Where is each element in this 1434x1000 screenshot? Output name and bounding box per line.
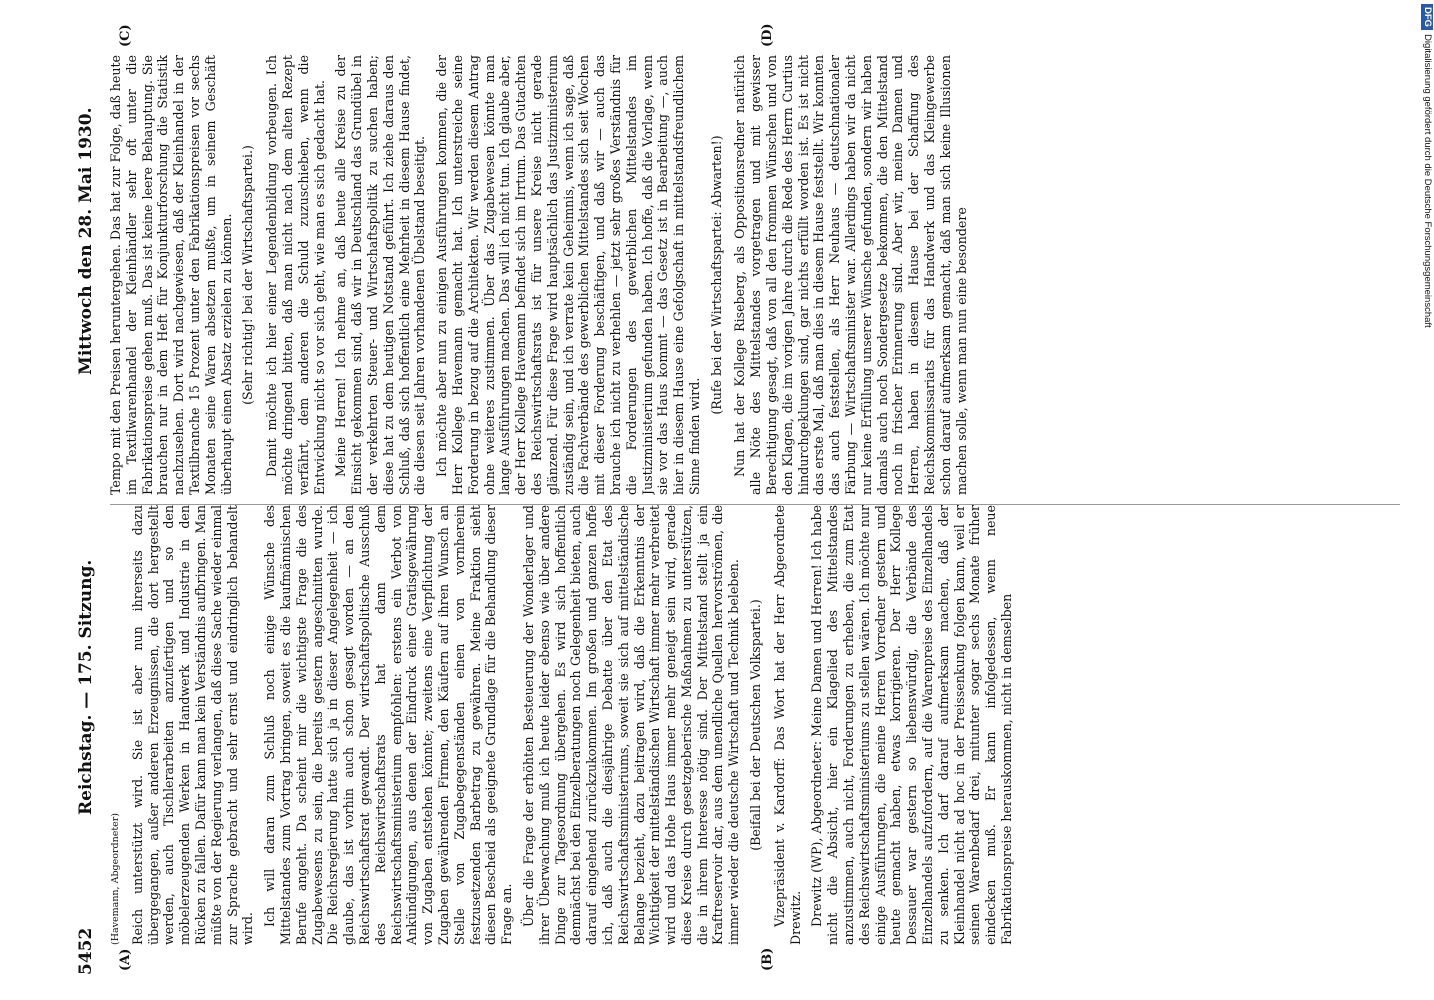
credit-text: Digitalisierung gefördert durch die Deutsche Forschungsgemeinschaft bbox=[1422, 34, 1433, 328]
paragraph: Drewitz (WP), Abgeordneter: Meine Damen und Herren! Ich habe nicht die Absicht, hier ein Klagelied des Mittelstandes anzustimmen, auch nicht, Forderungen zu erheben, die zum Etat des Reichswirtschaftsministeriums zu stellen wären. Ich möchte nur einige Ausführungen, die meine Herren Vorredner gestern und heute gemacht haben, etwas korrigieren. Der Herr Kollege Dessauer war gestern so liebenswürdig, die Verbände des Einzelhandels aufzufordern, auf die Warenpreise des Einzelhandels zu senken. Ich darf darauf aufmerksam machen, daß der Kleinhandel nicht ad hoc in der Preissenkung folgen kann, weil er seinen Warenbedarf drei, mitunter sogar sechs Monate früher eindecken muß. Er kann infolgedessen, wenn neue Fabrikationspreise herauskommen, nicht in demselben bbox=[809, 505, 1015, 945]
session-date: Mittwoch den 28. Mai 1930. bbox=[76, 107, 96, 375]
paragraph: Nun hat der Kollege Riseberg, als Oppositionsredner natürlich alle Nöte des Mittelstandes vorgetragen und mit gewisser Berechtigung gesagt, daß von all den frommen Wünschen und von den Klagen, die im vorigen Jahre durch die Rede des Herrn Curtius hindurchgeklungen sind, gar nichts erfüllt worden ist. Es ist nicht das erste Mal, daß man dies in diesem Hause feststellt. Wir konnten das auch feststellen, als Herr Neuhaus — deutschnationaler Färbung — Wirtschaftsminister war. Allerdings haben wir da nicht nur keine Erfüllung unserer Wünsche gefunden, sondern wir haben damals auch noch Sondergesetze bekommen, die den Mittelstand noch in frischer Erinnerung sind. Aber wir, meine Damen und Herren, haben in diesem Hause bei der Schaffung des Reichskommissariats für das Handwerk und das Kleingewerbe schon darauf aufmerksam gemacht, daß man sich keine Illusionen machen solle, wenn man nun eine besondere bbox=[732, 55, 969, 495]
margin-marker-b: (B) bbox=[760, 947, 775, 971]
paragraph: Damit möchte ich hier einer Legendenbildung vorbeugen. Ich möchte dringend bitten, daß man nicht nach dem alten Rezept verfährt, dem anderen die Schuld zuzuschieben, wenn die Entwicklung nicht so vor sich geht, wie man es sich gedacht hat. bbox=[264, 55, 327, 495]
paragraph: Reich unterstützt wird. Sie ist aber nun ihrerseits dazu übergegangen, außer anderen Erzeugnissen, die dort hergestellt werden, auch Tischlerarbeiten anzufertigen und so den möbelerzeugenden Werken in Handwerk und Industrie in den Rücken zu fallen. Dafür kann man kein Verständnis aufbringen. Man müßte von der Regierung verlangen, daß diese Sache wieder einmal zur Sprache gebracht und sehr ernst und eindringlich behandelt wird. bbox=[129, 505, 256, 945]
paragraph: Meine Herren! Ich nehme an, daß heute alle Kreise zu der Einsicht gekommen sind, daß wir in Deutschland das Grundübel in der verkehrten Steuer- und Wirtschaftspolitik zu suchen haben; diese hat zu dem heutigen Notstand geführt. Ich ziehe daraus den Schluß, daß sich hoffentlich eine Mehrheit in diesem Hause findet, die diesen seit Jahren vorhandenen Übelstand beseitigt. bbox=[333, 55, 428, 495]
dfg-logo: DFG bbox=[1421, 4, 1433, 30]
rotated-page bbox=[70, 25, 1430, 975]
page-number: 5452 bbox=[76, 927, 96, 975]
margin-marker-d: (D) bbox=[760, 23, 775, 47]
margin-marker-a: (A) bbox=[118, 948, 133, 971]
speaker-tag: (Havemann, Abgeordneter) bbox=[110, 812, 121, 945]
interjection: (Sehr richtig! bei der Wirtschaftspartei.) bbox=[240, 145, 256, 405]
applause-note: (Beifall bei der Deutschen Volkspartei.) bbox=[748, 599, 764, 851]
paragraph: Über die Frage der erhöhten Besteuerung der Wonderlager und ihrer Überwachung muß ich heute leider ebenso wie über andere Dinge zur Tagesordnung übergehen. Es wird sich hoffentlich demnächst bei den Einzelberatungen noch Gelegenheit bieten, auch darauf eingehend zurückzukommen. Im großen und ganzen hoffe ich, daß auch die diesjährige Debatte über den Etat des Reichswirtschaftsministeriums, soweit sie sich auf mittelständische Belange bezieht, dazu beitragen wird, daß die Erkenntnis der Wichtigkeit der mittelständischen Wirtschaft immer mehr verbreitet wird und das Hohe Haus immer mehr geneigt sein wird, gerade diese Kreise durch gesetzgeberische Maßnahmen zu unterstützen, die in ihrem Interesse nötig sind. Der Mittelstand stellt ja ein Kraftreservoir dar, aus dem unendliche Quellen hervorströmen, die immer wieder die deutsche Wirtschaft und Technik beleben. bbox=[520, 505, 742, 945]
paragraph: Ich will daran zum Schluß noch einige Wünsche des Mittelstandes zum Vortrag bringen, soweit es die kaufmännischen Berufe angeht. Da scheint mir die wichtigste Frage die des Zugabewesens zu sein, die bereits gestern angeschnitten wurde. Die Reichsregierung hatte sich ja in dieser Angelegenheit — ich glaube, das ist vorhin auch schon gesagt worden — an den Reichswirtschaftsrat gewandt. Der wirtschaftspolitische Ausschuß des Reichswirtschaftsrats hat dann dem Reichswirtschaftsministerium empfohlen: erstens ein Verbot von Ankündigungen, aus denen der Eindruck einer Gratisgewährung von Zugaben entstehen könnte; zweitens eine Verpflichtung der Zugaben gewährenden Firmen, den Käufern auf ihren Wunsch an Stelle von Zugabegegenständen einen von vornherein festzusetzenden Barbetrag zu gewähren. Meine Fraktion sieht diesen Bescheid als geeignete Grundlage für die Behandlung dieser Frage an. bbox=[262, 505, 515, 945]
paragraph: Tempo mit den Preisen heruntergehen. Das hat zur Folge, daß heute im Textilwarenhandel der Kleinhändler sehr oft unter die Fabrikationspreise gehen muß. Das ist keine leere Behauptung. Sie brauchen nur in dem Heft für Konjunkturforschung die Statistik nachzusehen. Dort wird nachgewiesen, daß der Kleinhandel in der Textilbranche 15 Prozent unter den Fabrikationspreisen vor sechs Monaten seine Waren absetzen mußte, um in seinem Geschäft überhaupt einen Absatz erzielen zu können. bbox=[108, 55, 234, 495]
chair-announcement: Vizepräsident v. Kardorff: Das Wort hat der Herr Abgeordnete Drewitz. bbox=[771, 505, 803, 945]
paragraph: Ich möchte aber nun zu einigen Ausführungen kommen, die der Herr Kollege Havemann gemacht hat. Ich unterstreiche seine Forderung in bezug auf die Architekten. Wir werden diesem Antrag ohne weiteres zustimmen. Über das Zugabewesen könnte man lange Ausführungen machen. Das will ich nicht tun. Ich glaube aber, der Herr Kollege Havemann befindet sich im Irrtum. Das Gutachten des Reichswirtschaftsrats ist für unsere Kreise nicht gerade glänzend. Für diese Frage wird hauptsächlich das Justizministerium zuständig sein, und ich verrate kein Geheimnis, wenn ich sage, daß die Fachverbände des gewerblichen Mittelstandes sich seit Wochen mit dieser Forderung beschäftigen, und daß wir — auch das brauche ich nicht zu verhehlen — jetzt sehr großes Verständnis für die Forderungen des gewerblichen Mittelstandes im Justizministerium gefunden haben. Ich hoffe, daß die Vorlage, wenn sie vor das Haus kommt — das Gesetz ist in Bearbeitung —, auch hier in diesem Hause eine Gefolgschaft in mittelstandsfreundlichem Sinne finden wird. bbox=[434, 55, 702, 495]
margin-marker-c: (C) bbox=[118, 24, 133, 47]
session-title: Reichstag. — 175. Sitzung. bbox=[76, 559, 96, 815]
left-column bbox=[108, 505, 1408, 945]
digitization-credit bbox=[1420, 0, 1434, 1000]
right-column bbox=[108, 55, 1408, 495]
page-header bbox=[70, 25, 104, 975]
interjection: (Rufe bei der Wirtschaftspartei: Abwarten!) bbox=[708, 135, 724, 415]
